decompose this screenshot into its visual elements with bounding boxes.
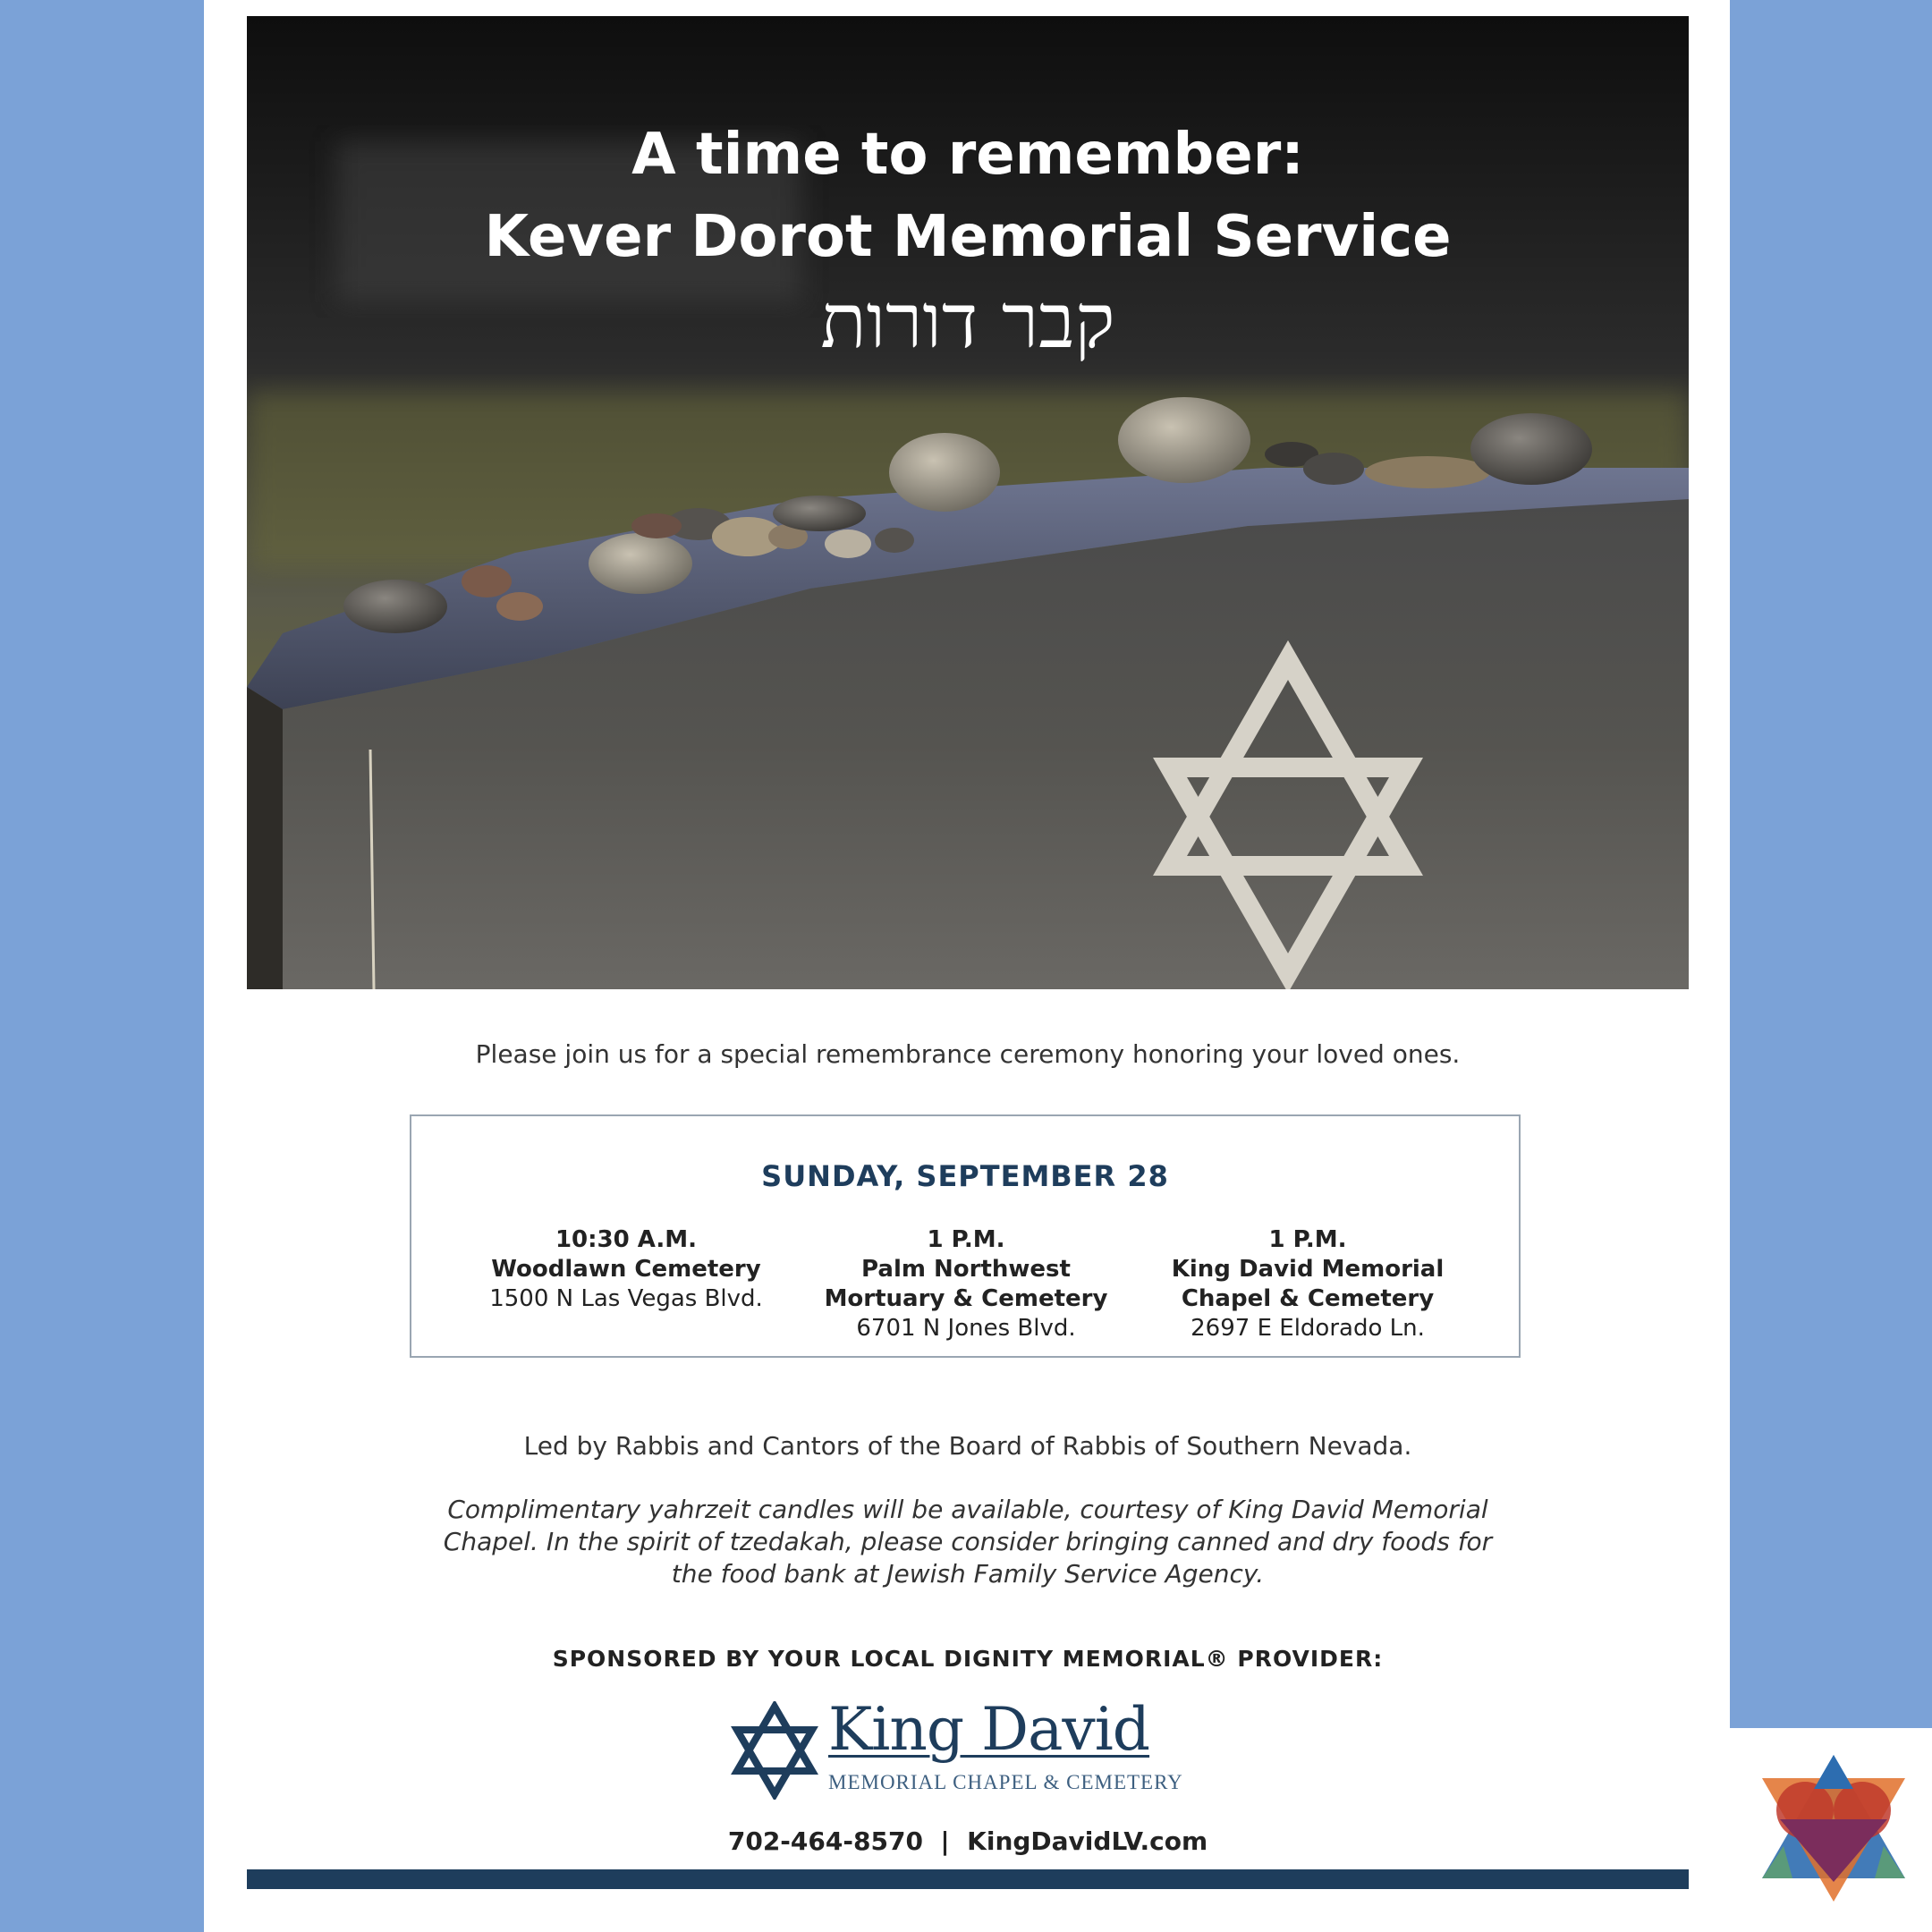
corner-star-logo-icon	[1753, 1748, 1914, 1909]
logo-subtitle: MEMORIAL CHAPEL & CEMETERY	[828, 1771, 1183, 1793]
location-name: King David Memorial	[1171, 1256, 1445, 1283]
location-time: 10:30 A.M.	[555, 1226, 698, 1253]
location-time: 1 P.M.	[927, 1226, 1005, 1253]
bottom-bar	[247, 1869, 1689, 1889]
right-blue-border	[1730, 0, 1932, 1728]
king-david-logo-icon	[730, 1701, 819, 1800]
complimentary-text: Complimentary yahrzeit candles will be available, courtesy of King David Memorial Chapel. In the spirit of tzedakah, please consider bringing canned and dry foods for the food bank at Jewish Family Service Agency.	[443, 1495, 1493, 1589]
king-david-logo	[730, 1695, 1213, 1805]
location-name-line2: Chapel & Cemetery	[1181, 1285, 1435, 1312]
location-address: 1500 N Las Vegas Blvd.	[489, 1285, 763, 1312]
event-details-box	[410, 1114, 1521, 1358]
hero-photo	[247, 16, 1689, 989]
led-by-text: Led by Rabbis and Cantors of the Board of Rabbis of Southern Nevada.	[523, 1431, 1412, 1461]
location-king-david	[1138, 1225, 1478, 1343]
location-address: 2697 E Eldorado Ln.	[1191, 1315, 1425, 1342]
sponsor-text: SPONSORED BY YOUR LOCAL DIGNITY MEMORIAL® PROVIDER:	[552, 1646, 1384, 1672]
contact-info: 702-464-8570 | KingDavidLV.com	[727, 1826, 1208, 1856]
location-woodlawn	[456, 1225, 796, 1314]
location-name-line2: Mortuary & Cemetery	[824, 1285, 1108, 1312]
hero-title-hebrew: קבר דורות	[820, 277, 1115, 365]
hero-title-line1: A time to remember:	[631, 122, 1304, 188]
left-blue-border	[0, 0, 204, 1932]
logo-name: King David	[828, 1695, 1150, 1764]
memorial-flyer	[247, 16, 1689, 1890]
location-name: Woodlawn Cemetery	[491, 1256, 761, 1283]
location-palm-northwest	[796, 1225, 1136, 1343]
location-name: Palm Northwest	[861, 1256, 1071, 1283]
hero-title-line2: Kever Dorot Memorial Service	[484, 204, 1452, 270]
intro-text: Please join us for a special remembrance ceremony honoring your loved ones.	[475, 1039, 1461, 1069]
location-time: 1 P.M.	[1268, 1226, 1347, 1253]
location-address: 6701 N Jones Blvd.	[856, 1315, 1076, 1342]
event-date: SUNDAY, SEPTEMBER 28	[761, 1159, 1169, 1193]
